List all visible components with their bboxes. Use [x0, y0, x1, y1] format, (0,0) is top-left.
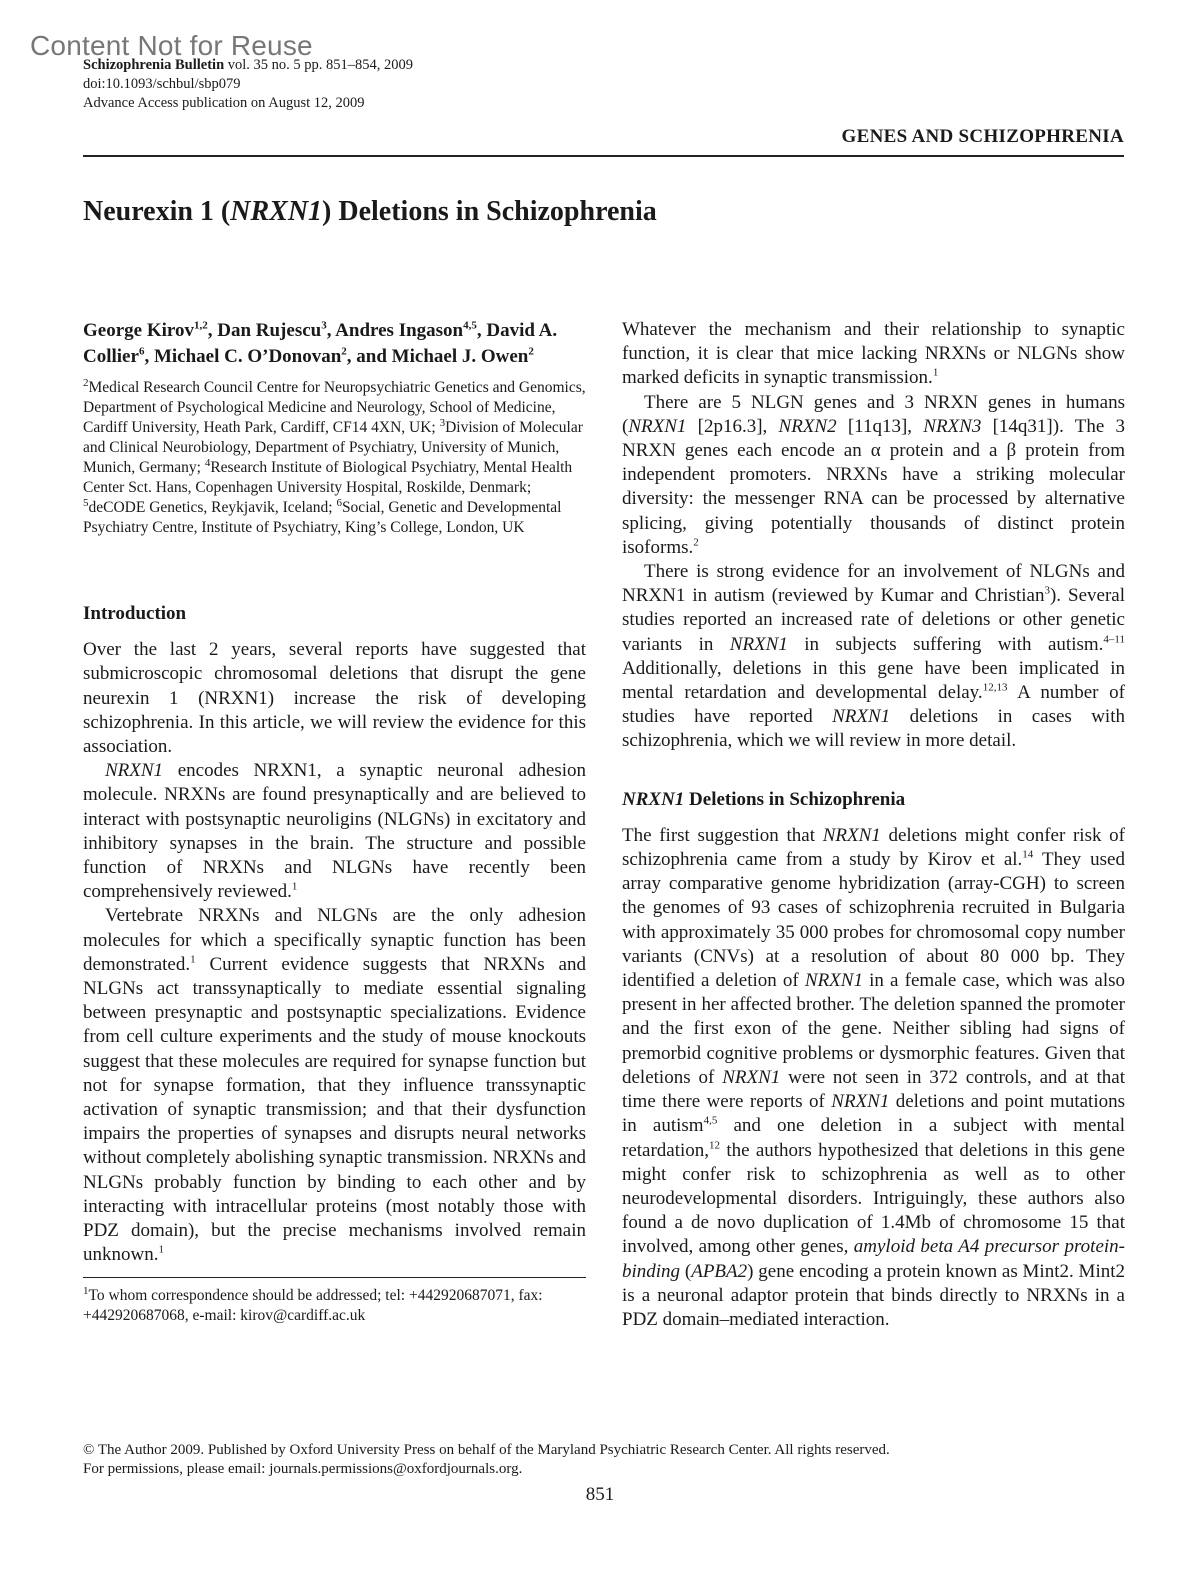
paragraph-text: the authors hypothesized that deletions in this gene might confer risk to schizophrenia as well as to other neurodevelopmental disorders. Intriguingly, these authors also found a de novo duplication of 1.4Mb of chromosome 15 that involved, among other genes,	[622, 1139, 1125, 1258]
author-affil-ref: 2	[528, 345, 534, 358]
gene-name: NRXN1	[822, 824, 881, 846]
affil-number: 6	[336, 496, 342, 509]
permissions-line: For permissions, please email: journals.permissions@oxfordjournals.org.	[83, 1461, 523, 1477]
affil-text: deCODE Genetics, Reykjavik, Iceland;	[88, 499, 337, 516]
affil-number: 4	[204, 456, 211, 469]
author-affil-ref: 2	[341, 345, 347, 358]
affil-text: Division of Molecular and Clinical Neurobiology, Department of Psychiatry, University of Munich, Munich, Germany;	[83, 419, 583, 476]
left-column	[83, 318, 586, 1326]
citation-ref: 1	[291, 880, 298, 893]
author-name: , and Michael J. Owen	[346, 346, 529, 367]
paragraph-text: A number of studies have reported	[622, 682, 1125, 728]
gene-name: NRXN1	[722, 1066, 781, 1088]
spacer	[83, 1267, 586, 1277]
citation-ref: 12,13	[982, 681, 1008, 694]
affiliations	[83, 378, 586, 538]
footnote-marker: 1	[83, 1285, 89, 1298]
author-name: , Dan Rujescu	[207, 320, 322, 341]
body-paragraph-2	[622, 391, 1125, 560]
gene-name: NRXN1	[831, 1091, 890, 1113]
author-affil-ref: 3	[321, 319, 327, 332]
gene-name: NRXN1	[729, 633, 788, 655]
body-paragraph-1	[622, 318, 1125, 391]
journal-citation	[83, 56, 413, 75]
paragraph-text: There is strong evidence for an involvement of NLGNs and NRXN1 in autism (reviewed by Kumar and Christian	[622, 561, 1125, 607]
affil-number: 5	[83, 496, 89, 509]
paragraph-text: (	[680, 1260, 692, 1282]
body-paragraph-3	[622, 560, 1125, 754]
paragraph-text: [2p16.3],	[686, 415, 779, 437]
title-part: ) Deletions in Schizophrenia	[322, 196, 657, 227]
author-affil-ref: 4,5	[463, 319, 477, 332]
citation-ref: 2	[693, 536, 699, 549]
correspondence-footnote	[83, 1286, 586, 1326]
section-label: GENES AND SCHIZOPHRENIA	[841, 126, 1124, 147]
footnote-rule	[83, 1277, 586, 1278]
intro-paragraph-2	[83, 759, 586, 904]
page-number: 851	[585, 1484, 615, 1505]
affil-number: 2	[83, 376, 89, 389]
journal-doi: doi:10.1093/schbul/sbp079	[83, 76, 241, 92]
paragraph-text: deletions in cases with schizophrenia, which we will review in more detail.	[622, 706, 1125, 752]
footnote-text: To whom correspondence should be addressed; tel: +442920687071, fax: +442920687068, e-mail: kirov@cardiff.ac.uk	[83, 1287, 543, 1325]
paragraph-text: were not seen in 372 controls, and at that time there were reports of	[622, 1066, 1125, 1113]
intro-paragraph-1: Over the last 2 years, several reports have suggested that submicroscopic chromosomal deletions that disrupt the gene neurexin 1 (NRXN1) increase the risk of developing schizophrenia. In this article, we will review the evidence for this association.	[83, 639, 586, 758]
paragraph-text: Whatever the mechanism and their relationship to synaptic function, it is clear that mice lacking NRXNs or NLGNs show marked deficits in synaptic transmission.	[622, 319, 1125, 389]
author-affil-ref: 6	[138, 345, 145, 358]
header-rule	[83, 155, 1124, 157]
journal-header	[83, 56, 413, 113]
section-heading-deletions	[622, 788, 1125, 812]
title-part: Neurexin 1 (	[83, 196, 231, 227]
gene-name: NRXN1	[105, 760, 164, 782]
citation-ref: 4–11	[1103, 633, 1125, 646]
gene-name: NRXN1	[628, 415, 687, 437]
gene-name: NRXN1	[804, 970, 863, 992]
paragraph-text: Additionally, deletions in this gene have been implicated in mental retardation and developmental delay.	[622, 657, 1125, 704]
affil-text: Research Institute of Biological Psychiatry, Mental Health Center Sct. Hans, Copenhagen University Hospital, Roskilde, Denmark;	[83, 459, 573, 496]
author-name: , Michael C. O’Donovan	[144, 346, 342, 367]
citation-ref: 1	[932, 367, 939, 380]
author-affil-ref: 1,2	[193, 319, 208, 332]
paragraph-text: [11q13],	[836, 415, 924, 437]
paragraph-text: in subjects suffering with autism.	[787, 633, 1104, 655]
title-gene: NRXN1	[230, 196, 323, 227]
copyright-notice	[83, 1441, 890, 1479]
paragraph-text: There are 5 NLGN genes and 3 NRXN genes in humans (	[622, 391, 1125, 437]
paragraph-text: deletions and point mutations in autism	[622, 1091, 1125, 1137]
affil-text: Medical Research Council Centre for Neuropsychiatric Genetics and Genomics, Department of Psychological Medicine and Neurology, School of Medicine, Cardiff University, Heath Park, Cardiff, CF14 4XN, UK;	[83, 379, 586, 436]
gene-name: NRXN3	[923, 415, 982, 437]
journal-access: Advance Access publication on August 12, 2009	[83, 95, 365, 111]
journal-name: Schizophrenia Bulletin	[83, 57, 225, 73]
copyright-line: © The Author 2009. Published by Oxford University Press on behalf of the Maryland Psychiatric Research Center. All rights reserved.	[83, 1442, 890, 1458]
heading-text: Deletions in Schizophrenia	[684, 788, 906, 810]
paragraph-text: The first suggestion that	[622, 824, 823, 846]
gene-name: NRXN1	[832, 706, 891, 728]
citation-ref: 14	[1022, 848, 1034, 861]
spacer	[83, 538, 586, 602]
article-title	[83, 196, 657, 228]
gene-name: NRXN1	[622, 788, 685, 810]
intro-paragraph-3	[83, 904, 586, 1267]
paragraph-text: Vertebrate NRXNs and NLGNs are the only adhesion molecules for which a specifically synaptic function has been demonstrated.	[83, 905, 586, 975]
paragraph-text: deletions might confer risk of schizophrenia came from a study by Kirov et al.	[622, 824, 1125, 871]
paragraph-text: ). Several studies reported an increased rate of deletions or other genetic variants in	[622, 585, 1125, 655]
paragraph-text: Current evidence suggests that NRXNs and NLGNs act transsynaptically to mediate essential signaling between presynaptic and postsynaptic specializations. Evidence from cell culture experiments and the study of mouse knockouts suggest that these molecules are required for synapse function but not for synapse formation, that they influence transsynaptic activation of synaptic transmission; and that their dysfunction impairs the properties of synapses and disrupts neural networks without completely abolishing synaptic transmission. NRXNs and NLGNs probably function by binding to each other and by interacting with intracellular proteins (most notably those with PDZ domain), but the precise mechanisms involved remain unknown.	[83, 953, 586, 1266]
citation-ref: 1	[158, 1243, 164, 1256]
section-heading-introduction: Introduction	[83, 603, 187, 624]
affil-text: Social, Genetic and Developmental Psychiatry Centre, Institute of Psychiatry, King’s College, London, UK	[83, 499, 562, 536]
paragraph-text: [14q31]). The 3 NRXN genes each encode an α protein and a β protein from independent promoters. NRXNs have a striking molecular diversity: the messenger RNA can be processed by alternative splicing, giving potentially thousands of distinct protein isoforms.	[622, 415, 1125, 558]
author-name: , David A. Collier	[83, 320, 558, 367]
citation-ref: 12	[709, 1139, 721, 1152]
author-name: George Kirov	[83, 320, 194, 341]
affil-number: 3	[439, 416, 446, 429]
paragraph-text: and one deletion in a subject with mental retardation,	[622, 1115, 1125, 1161]
gene-name: APBA2	[691, 1260, 748, 1282]
paragraph-text: They used array comparative genome hybridization (array-CGH) to screen the genomes of 93 cases of schizophrenia recruited in Bulgaria with approximately 35 000 probes for chromosomal copy number variants (CNVs) at a resolution of about 80 000 bp. They identified a deletion of	[622, 849, 1125, 992]
paragraph-text: ) gene encoding a protein known as Mint2. Mint2 is a neuronal adaptor protein that binds directly to NRXNs in a PDZ domain–mediated interaction.	[622, 1260, 1126, 1330]
citation-ref: 3	[1044, 584, 1050, 597]
right-column	[622, 318, 1125, 1332]
spacer	[622, 754, 1125, 788]
watermark-text: Content Not for Reuse	[30, 30, 313, 61]
paragraph-text: encodes NRXN1, a synaptic neuronal adhesion molecule. NRXNs are found presynaptically and are believed to interact with postsynaptic neuroligins (NLGNs) in excitatory and inhibitory synapses in the brain. The structure and possible function of NRXNs and NLGNs have recently been comprehensively reviewed.	[83, 760, 586, 903]
citation-ref: 1	[190, 953, 196, 966]
journal-volume: vol. 35 no. 5 pp. 851–854, 2009	[224, 57, 414, 73]
paragraph-text: in a female case, which was also present in her affected brother. The deletion spanned the promoter and the first exon of the gene. Neither sibling had signs of premorbid cognitive problems or dysmorphic features. Given that deletions of	[622, 970, 1125, 1088]
citation-ref: 4,5	[703, 1114, 718, 1127]
author-list	[83, 318, 586, 370]
author-name: , Andres Ingason	[326, 320, 464, 341]
body-paragraph-4	[622, 824, 1125, 1332]
gene-name: NRXN2	[778, 415, 837, 437]
gene-name: amyloid beta A4 precursor protein-binding	[622, 1236, 1125, 1282]
